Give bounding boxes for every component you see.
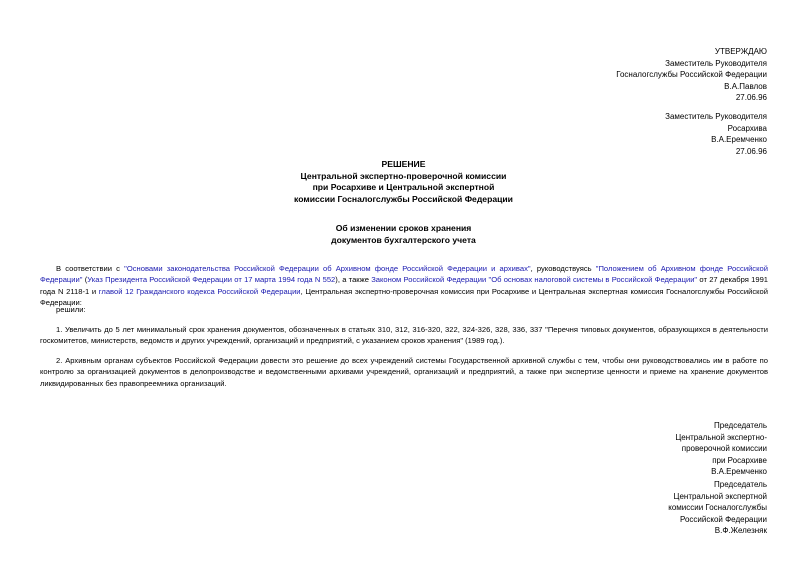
subheading-line: документов бухгалтерского учета <box>331 234 476 245</box>
signature-line: при Росархиве <box>712 455 767 465</box>
tax-system-law-link[interactable]: Законом Российской Федерации "Об основах налоговой системы в Российской Федерации" <box>371 275 698 285</box>
approval-line: Росархива <box>727 123 767 133</box>
signature-line: Центральной экспертной <box>673 491 767 501</box>
civil-code-chapter-link[interactable]: главой 12 Гражданского кодекса Российской Федерации <box>98 286 301 296</box>
signature-line: В.А.Еремченко <box>711 467 767 476</box>
preamble-text: , руководствуясь <box>530 264 596 273</box>
signature-block-1 <box>675 420 767 478</box>
signature-line: Председатель <box>714 480 767 489</box>
signature-line: Российской Федерации <box>680 514 767 524</box>
preamble-text: от 27 декабря 1991 года N 2118-1 и <box>40 275 769 296</box>
preamble-text: ( <box>82 275 88 285</box>
archive-regulation-link[interactable]: "Положением об Архивном фонде Российской Федерации" <box>40 264 768 285</box>
resolved-label: решили: <box>56 305 86 314</box>
preamble-text: В соответствии с <box>56 264 125 273</box>
approval-line: Госналогслужбы Российской Федерации <box>616 70 767 79</box>
heading-line: при Росархиве и Центральной экспертной <box>312 182 495 192</box>
approval-line: 27.06.96 <box>735 146 767 156</box>
signature-line: В.Ф.Железняк <box>714 526 767 535</box>
approval-block <box>616 46 767 104</box>
subheading-line: Об изменении сроков хранения <box>335 223 472 233</box>
heading-line: РЕШЕНИЕ <box>381 159 426 169</box>
preamble-text: , Центральная экспертно-проверочная комиссия при Росархиве и Центральная экспертная комиссия Госналогслужбы Российской Федерации: <box>40 286 768 308</box>
signature-block-2 <box>668 479 767 537</box>
approval-block-2 <box>665 111 767 157</box>
decision-item-2: 2. Архивным органам субъектов Российской Федерации довести это решение до всех учреждений системы Государственной архивной службы с тем, чтобы они руководствовались им в работе по контролю за организацией документов в делопроизводстве и ведомственными архивами учреждений, организаций и предприятий, а также при экспертизе ценности и приеме на хранение документов ликвидированных без правопреемника организаций. <box>40 356 768 388</box>
signature-line: Центральной экспертно- <box>675 432 767 442</box>
signature-line: комиссии Госналогслужбы <box>668 503 767 512</box>
approval-line: 27.06.96 <box>735 93 767 102</box>
document-subheading <box>0 223 807 246</box>
approval-line: Заместитель Руководителя <box>665 112 767 121</box>
heading-line: Центральной экспертно-проверочной комиссии <box>300 170 507 181</box>
approval-line: Заместитель Руководителя <box>665 58 767 68</box>
presidential-decree-link[interactable]: Указ Президента Российской Федерации от 17 марта 1994 года N 552 <box>87 275 336 285</box>
approval-line: УТВЕРЖДАЮ <box>714 47 767 56</box>
signature-line: Председатель <box>714 421 767 430</box>
law-foundations-link[interactable]: "Основами законодательства Российской Федерации об Архивном фонде Российской Федерации и архивах" <box>124 264 531 273</box>
signature-line: проверочной комиссии <box>681 444 767 453</box>
heading-line: комиссии Госналогслужбы Российской Федерации <box>294 193 513 204</box>
approval-line: В.А.Еремченко <box>711 135 767 144</box>
preamble-paragraph <box>40 263 768 309</box>
approval-line: В.А.Павлов <box>724 81 767 91</box>
document-heading <box>0 159 807 205</box>
preamble-text: ), а также <box>335 275 372 285</box>
decision-item-1: 1. Увеличить до 5 лет минимальный срок хранения документов, обозначенных в статьях 310, 312, 316-320, 322, 324-326, 328, 336, 337 "Перечня типовых документов, образующихся в деятельности госкомитетов, министерств, ведомств и других учреждений, организаций и предприятий, с указанием сроков хранения" (1989 год.). <box>40 325 768 346</box>
